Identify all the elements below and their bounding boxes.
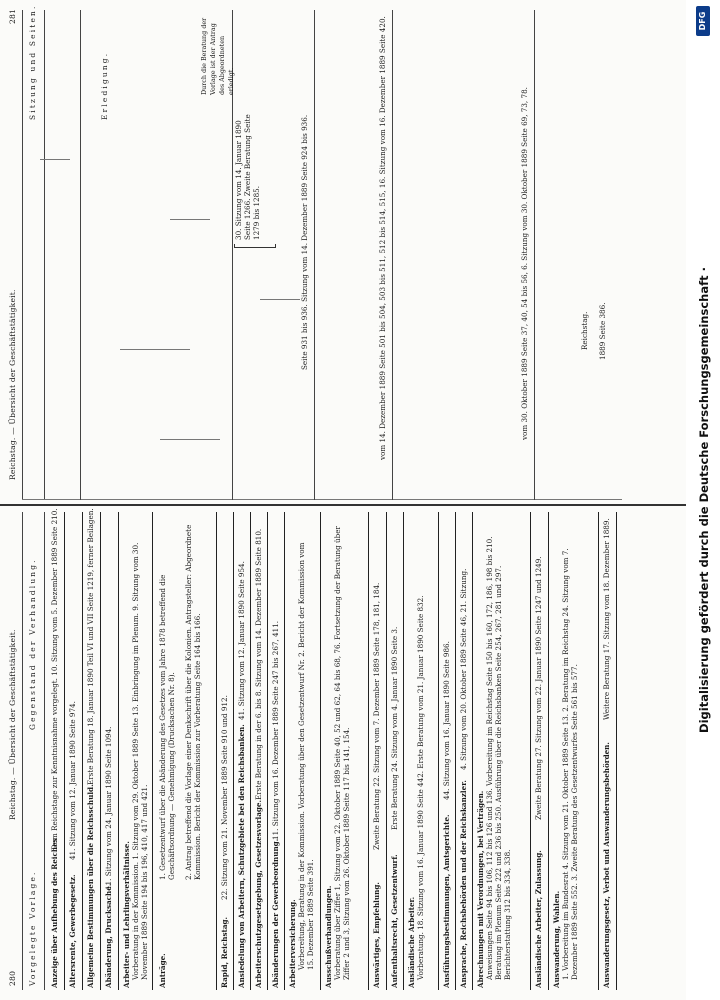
left-entry-title: Aufenthaltsrecht, Gesetzentwurf. [390, 854, 399, 988]
left-entry-text: 1. Gesetzentwurf über die Abänderung des Gesetzes vom Jahre 1878 betreffend die Geschäftsordnung — Genehmigung (Drucksachen Nr. 8). [158, 574, 176, 880]
page-gutter [0, 504, 720, 506]
left-entry-title: Ausländische Arbeiter. [407, 896, 416, 988]
entry-divider [598, 512, 599, 990]
right-subheader-rule [44, 10, 45, 500]
entry-divider [216, 512, 217, 990]
left-entry-title: Auswanderung, Wahlen. [552, 890, 561, 988]
left-entry-text: 22. Sitzung vom 21. November 1889 Seite 910 und 912. [220, 695, 229, 900]
entry-divider [455, 512, 456, 990]
left-entry-title: Arbeiterversicherung. [288, 899, 297, 988]
left-entry-text: 44. Sitzung vom 16. Januar 1890 Seite 986. [442, 641, 451, 800]
entry-divider [368, 512, 369, 990]
dfg-logo-icon: DFG [696, 6, 710, 36]
left-entry-text: 2. Antrag betreffend die Vorlage einer Denkschrift über die Kolonien. Antragsteller: Abgeordnete Kommission. Bericht der Kommission zur Vorberatung Seite 164 bis 166. [184, 524, 202, 880]
right-col-head-session: Sitzung und Seiten. [28, 4, 37, 120]
left-col-head-stages: Gegenstand der Verhandlung. [28, 558, 37, 730]
left-entry-text: 1. Vorbereitung im Bundesrat 4. Sitzung vom 21. Oktober 1889 Seite 13. 2. Beratung im Reichstag 24. Sitzung vom 7. Dezember 1889 Seite 552. 3. Zweite Beratung des Gesetzentwurfes Seite 561 bis 577. [561, 548, 579, 980]
bracket [234, 244, 276, 248]
left-subheader-rule [44, 512, 45, 990]
left-entry-title: Allgemeine Bestimmungen über die Reichsschuld. [86, 784, 95, 988]
left-entry-title: Anzeige über Aufhebung des Reiches [50, 838, 59, 988]
entry-divider [386, 512, 387, 990]
left-entry-title: Auswärtiges, Empfehlung. [372, 882, 381, 988]
left-entry-text: Dem Reichstage zur Kenntnisnahme vorgelegt. 10. Sitzung vom 5. Dezember 1889 Seite 210. [50, 508, 59, 850]
digitization-banner [686, 0, 720, 1000]
entry-divider [472, 512, 473, 990]
left-entry-text: Vorberatung. 18. Sitzung vom 16. Januar 1890 Seite 442. Erste Beratung vom 21. Januar 1890 Seite 832. [416, 595, 425, 980]
left-entry-title: Rapid, Reichstag. [220, 916, 229, 988]
left-entry-text: 41. Sitzung vom 12. Januar 1890 Seite 954. [237, 561, 246, 720]
left-entry-title: Altersrente, Gewerbegesetz. [68, 874, 77, 988]
right-entry-completion: Durch die Beratung der Vorlage ist der Antrag des Abgeordneten erledigt. [200, 17, 235, 95]
left-entry-text: 11. Sitzung vom 16. Dezember 1889 Seite 247 bis 267, 411. [271, 620, 280, 840]
left-entry-title: Arbeiter- und Lehrlingsverhältnisse. [122, 841, 131, 988]
left-entry-text: Erste Beratung 24. Sitzung vom 4. Januar 1890 Seite 3. [390, 626, 399, 830]
left-entry-title: Auswanderungsgesetz, Verbot und Auswanderungsbehörden. [602, 742, 611, 988]
left-entry-text: Weitere Beratung 17. Sitzung vom 18. Dezember 1889. [602, 518, 611, 720]
left-entry-text: Zweite Beratung 27. Sitzung vom 22. Januar 1890 Seite 1247 und 1249. [534, 556, 543, 820]
left-entry-text: 4. Sitzung vom 20. Oktober 1889 Seite 46, 21. Sitzung. [459, 568, 468, 770]
right-entry-session: Seite 931 bis 936. Sitzung vom 14. Dezember 1889 Seite 924 bis 936. [300, 114, 309, 370]
left-header-rule [22, 512, 23, 990]
entry-divider [438, 512, 439, 990]
digitization-credit: Digitalisierung gefördert durch die Deutsche Forschungsgemeinschaft · [697, 267, 711, 733]
left-entry-title: Anträge. [158, 953, 167, 988]
entry-divider [530, 512, 531, 990]
entry-divider [152, 512, 153, 990]
entry-divider [267, 512, 268, 990]
left-entry-title: Ausführungsbestimmungen, Amtsgerichte. [442, 814, 451, 988]
left-entry-title: Ansprache, Reichsbehörden und der Reichskanzler. [459, 780, 468, 988]
right-header-rule [22, 10, 23, 500]
left-entry-text: 41. Sitzung vom 12. Januar 1890 Seite 974. [68, 701, 77, 860]
left-entry-text: Erste Beratung 18. Januar 1890 Teil VI und VII Seite 1219, ferner Beilagen. [86, 508, 95, 785]
entry-divider [233, 512, 234, 990]
entry-divider [100, 512, 101, 990]
left-entry-text: 11. Sitzung vom 24. Januar 1890 Seite 1094. [104, 726, 113, 890]
right-entry-session: 30. Sitzung vom 14. Januar 1890 Seite 1266. Zweite Beratung Seite 1279 bis 1285. [234, 114, 261, 240]
entry-divider [403, 512, 404, 990]
entry-divider [284, 512, 285, 990]
entry-divider [548, 512, 549, 990]
entry-divider [320, 512, 321, 990]
left-page-number: 280 [8, 970, 17, 986]
left-entry-title: Abänderung, Drucksache. [104, 883, 113, 988]
entry-divider [118, 512, 119, 990]
left-running-head: Reichstag. — Übersicht der Geschäftstätigkeit. [8, 629, 17, 820]
left-entry-text: Erste Beratung in der 6. bis 8. Sitzung vom 14. Dezember 1889 Seite 810. [254, 528, 263, 800]
left-col-head-subject: Vorgelegte Vorlage. [28, 870, 37, 986]
right-page-number: 281 [8, 8, 17, 24]
left-entry-text: Vorberatung in der Kommission. 1. Sitzung vom 29. Oktober 1889 Seite 13. Einbringung im Plenum. 9. Sitzung vom 30. November 1889 Seite 194 bis 196, 410, 417 und 421. [131, 542, 149, 980]
left-entry-text: Anweisungen Seite 94 bis 106, 112 bis 126 und 136. Vorbereitung im Reichstag Seite 150 bis 160, 172, 186, 198 bis 210. Beratung im Plenum Seite 222 und 236 bis 250. Ausführung über die Reichsbanken Seite 254, 267, 281 und 297. Berichterstattung 312 bis 334, 338. [485, 536, 512, 980]
right-entry-session: vom 14. Dezember 1889 Seite 501 bis 504, 503 bis 511, 512 bis 514, 515, 16. Sitzung vom 16. Dezember 1889 Seite 420. [378, 16, 387, 460]
left-entry-title: Ausländische Arbeiter, Zulassung. [534, 850, 543, 988]
right-entry-session: vom 30. Oktober 1889 Seite 37, 40, 54 bis 56, 6. Sitzung vom 30. Oktober 1889 Seite 69, 73, 78. [520, 87, 529, 440]
left-entry-title: Abrechnungen mit Verordnungen, bei Verträgen. [476, 790, 485, 988]
left-entry-title: Ausschußverhandlungen. [324, 885, 333, 988]
entry-divider [250, 512, 251, 990]
right-col-head-completion: Erledigung. [100, 51, 109, 120]
entry-divider [616, 512, 617, 990]
left-entry-title: Ansiedelung von Arbeitern, Schutzgebiete bei den Reichsbanken. [237, 724, 246, 988]
entry-divider [64, 512, 65, 990]
entry-divider [82, 512, 83, 990]
right-entry-session: Reichstag. [580, 311, 589, 350]
right-running-head: Reichstag. — Übersicht der Geschäftstätigkeit. [8, 289, 17, 480]
right-entry-session: 1889 Seite 386. [598, 302, 607, 360]
left-entry-title: Abänderungen der Gewerbeordnung. [271, 838, 280, 988]
left-entry-text: Zweite Beratung 22. Sitzung vom 7. Dezember 1889 Seite 178, 181, 184. [372, 582, 381, 850]
left-entry-text: Vorbereitung, Beratung in der Kommission. Vorberatung über den Gesetzentwurf Nr. 2. Bericht der Kommission vom 15. Dezember 1889 Seite 391. [297, 542, 315, 970]
left-entry-title: Arbeiterschutzgesetzgebung, Gesetzesvorlage. [254, 800, 263, 988]
left-entry-text: Vorberatung über Ziffer 1, Sitzung vom 22. Oktober 1889 Seite 40, 52 und 62, 64 bis 68, 76. Fortsetzung der Beratung über Ziffer 2 und 3, Sitzung vom 26. Oktober 1889 Seite 117 bis 141, 154. [333, 526, 351, 980]
